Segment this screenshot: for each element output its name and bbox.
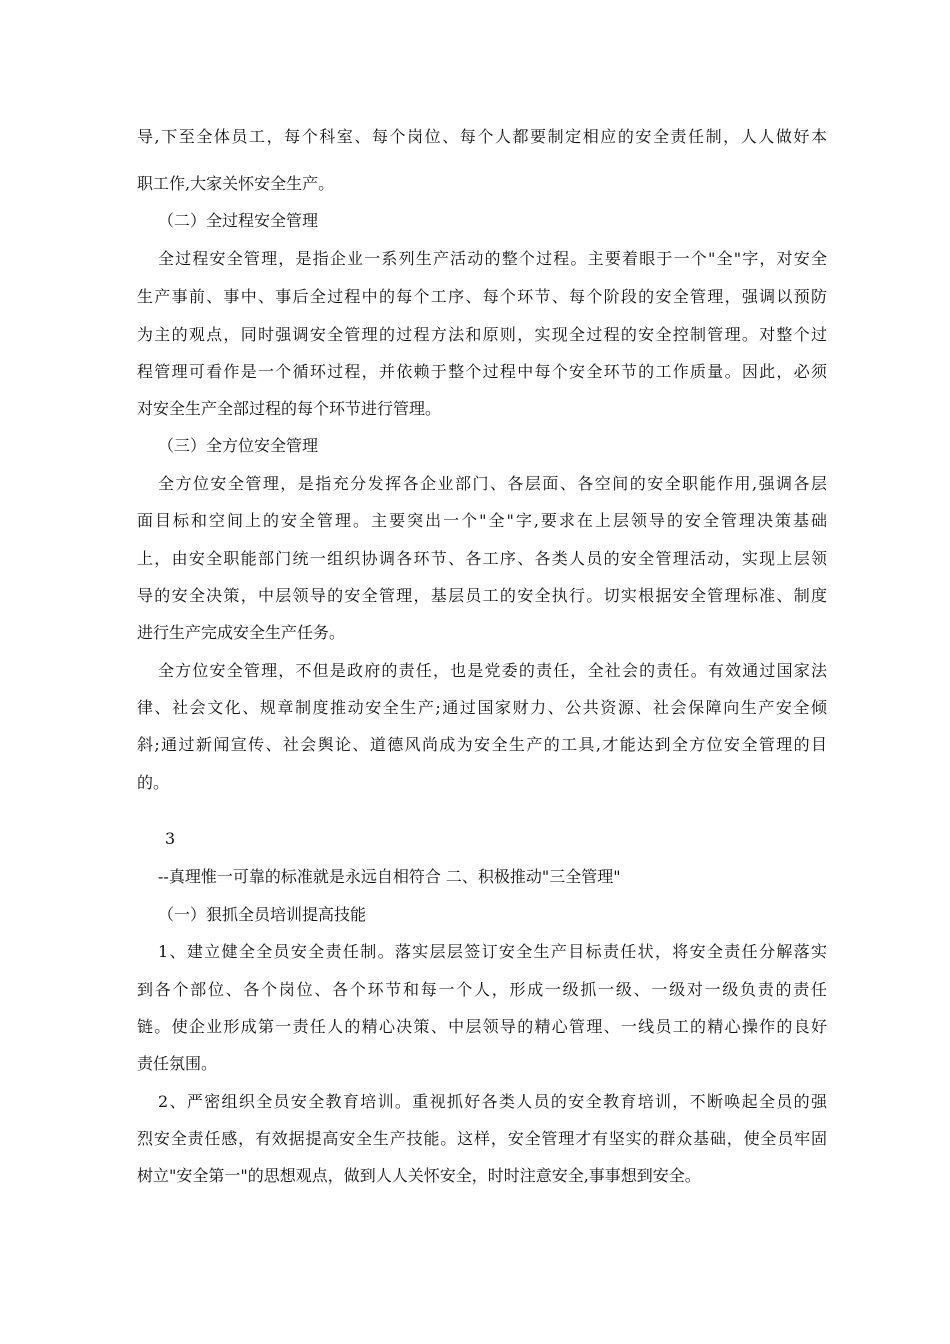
text-line: 烈安全责任感，有效据提高安全生产技能。这样，安全管理才有坚实的群众基础，使全员牢固: [137, 1129, 827, 1148]
text-line: 律、社会文化、规章制度推动安全生产;通过国家财力、公共资源、社会保障向生产安全倾: [137, 698, 827, 717]
text-line: 职工作,大家关怀安全生产。: [137, 174, 335, 193]
text-line: 进行生产完成安全生产任务。: [137, 623, 346, 642]
text-line: 上，由安全职能部门统一组织协调各环节、各工序、各类人员的安全管理活动，实现上层领: [137, 549, 827, 568]
section-heading: --真理惟一可靠的标准就是永远自相符合 二、积极推动"三全管理": [158, 867, 621, 886]
text-line: 全方位安全管理，是指充分发挥各企业部门、各层面、各空间的安全职能作用,强调各层: [158, 474, 827, 493]
text-line: 2、严密组织全员安全教育培训。重视抓好各类人员的安全教育培训，不断唤起全员的强: [158, 1092, 827, 1111]
text-line: 到各个部位、各个岗位、各个环节和每一个人，形成一级抓一级、一级对一级负责的责任: [137, 980, 827, 999]
text-line: 导,下至全体员工，每个科室、每个岗位、每个人都要制定相应的安全责任制，人人做好本: [137, 127, 827, 146]
text-line: 导的安全决策，中层领导的安全管理，基层员工的安全执行。切实根据安全管理标准、制度: [137, 586, 827, 605]
text-line: 生产事前、事中、事后全过程中的每个工序、每个环节、每个阶段的安全管理，强调以预防: [137, 287, 827, 306]
section-heading: （二）全过程安全管理: [158, 211, 319, 230]
section-heading: （一）狠抓全员培训提高技能: [158, 905, 367, 924]
text-line: 责任氛围。: [137, 1054, 218, 1073]
text-line: 全过程安全管理，是指企业一系列生产活动的整个过程。主要着眼于一个"全"字，对安全: [158, 249, 827, 268]
text-line: 树立"安全第一"的思想观点，做到人人关怀安全，时时注意安全,事事想到安全。: [137, 1166, 701, 1185]
text-line: 链。使企业形成第一责任人的精心决策、中层领导的精心管理、一线员工的精心操作的良好: [137, 1017, 827, 1036]
text-line: 斜;通过新闻宣传、社会舆论、道德风尚成为安全生产的工具,才能达到全方位安全管理的目: [137, 735, 827, 754]
text-line: 为主的观点，同时强调安全管理的过程方法和原则，实现全过程的安全控制管理。对整个过: [137, 325, 827, 344]
text-line: 全方位安全管理，不但是政府的责任，也是党委的责任，全社会的责任。有效通过国家法: [158, 661, 827, 680]
text-line: 面目标和空间上的安全管理。主要突出一个"全"字,要求在上层领导的安全管理决策基础: [137, 511, 827, 530]
text-line: 的。: [137, 773, 170, 792]
text-line: 对安全生产全部过程的每个环节进行管理。: [137, 399, 442, 418]
text-line: 程管理可看作是一个循环过程，并依赖于整个过程中每个安全环节的工作质量。因此，必须: [137, 362, 827, 381]
text-line: 1、建立健全全员安全责任制。落实层层签订安全生产目标责任状，将安全责任分解落实: [158, 942, 827, 961]
page-number: 3: [165, 829, 176, 848]
section-heading: （三）全方位安全管理: [158, 436, 319, 455]
